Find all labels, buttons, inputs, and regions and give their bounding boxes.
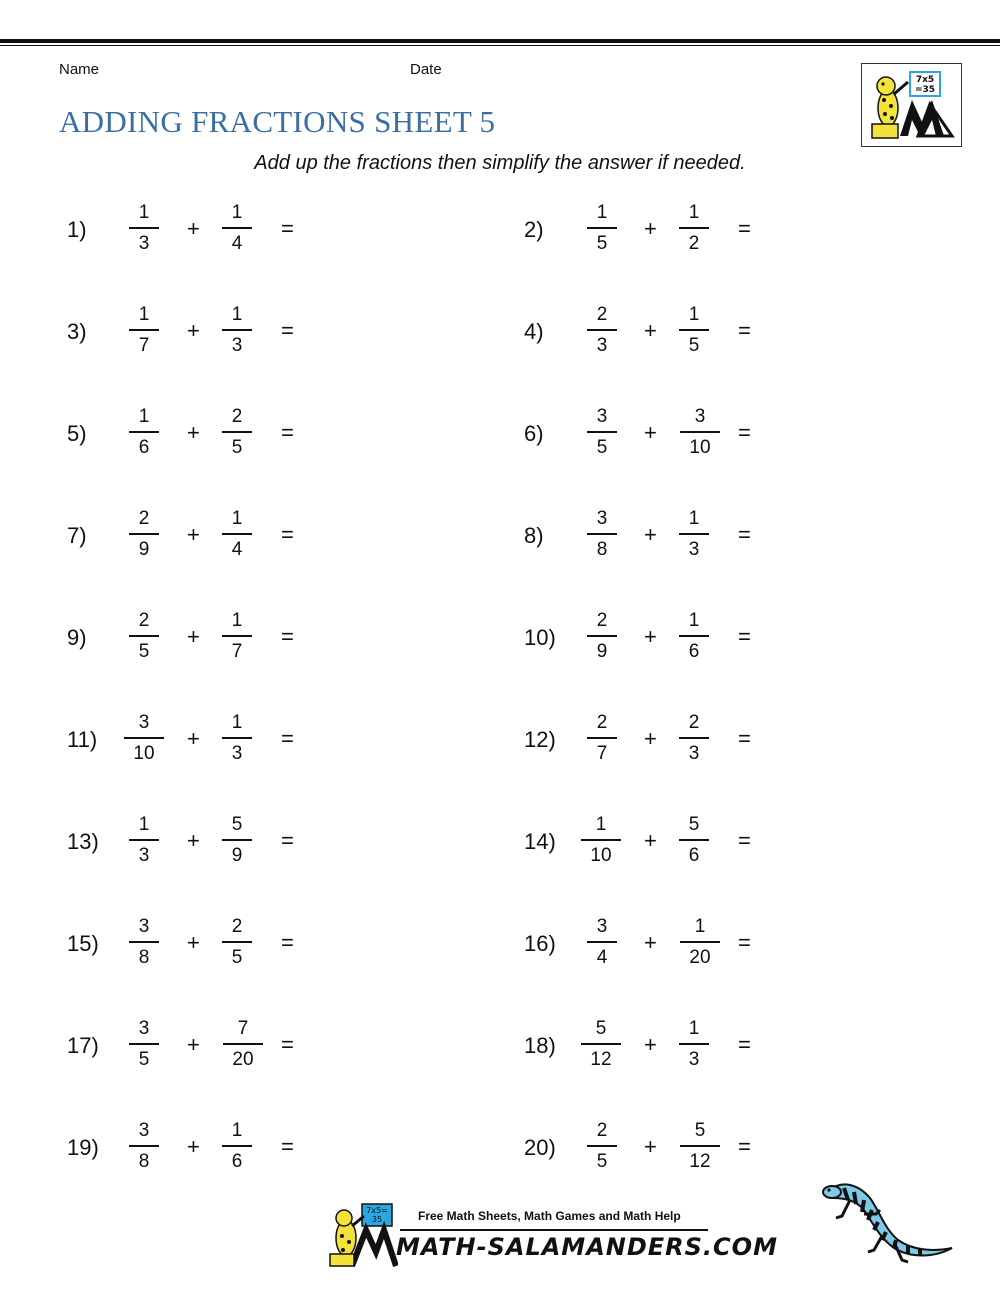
denominator: 8 bbox=[596, 539, 608, 560]
fraction-bar bbox=[222, 227, 252, 229]
problem-number: 11) bbox=[67, 727, 98, 752]
fraction bbox=[129, 609, 159, 664]
fraction bbox=[679, 1017, 709, 1072]
problem-18 bbox=[524, 1017, 784, 1077]
salamander-mascot-icon bbox=[820, 1170, 955, 1265]
equals-sign: = bbox=[738, 216, 751, 241]
denominator: 5 bbox=[688, 335, 700, 356]
plus-sign: + bbox=[644, 828, 657, 853]
plus-sign: + bbox=[644, 624, 657, 649]
equals-sign: = bbox=[281, 522, 294, 547]
numerator: 1 bbox=[138, 406, 150, 427]
plus-sign: + bbox=[187, 828, 200, 853]
denominator: 9 bbox=[596, 641, 608, 662]
denominator: 7 bbox=[231, 641, 243, 662]
fraction bbox=[129, 201, 159, 256]
numerator: 1 bbox=[688, 610, 700, 631]
problem-20 bbox=[524, 1119, 784, 1179]
denominator: 20 bbox=[689, 947, 711, 968]
problem-number: 10) bbox=[524, 625, 556, 650]
denominator: 3 bbox=[138, 233, 150, 254]
fraction bbox=[679, 711, 709, 766]
equals-sign: = bbox=[738, 1134, 751, 1159]
fraction bbox=[587, 609, 617, 664]
fraction bbox=[223, 1017, 263, 1072]
plus-sign: + bbox=[644, 216, 657, 241]
numerator: 1 bbox=[694, 916, 706, 937]
name-label: Name bbox=[59, 61, 100, 78]
fraction-bar bbox=[587, 635, 617, 637]
problem-13 bbox=[67, 813, 327, 873]
fraction bbox=[679, 813, 709, 868]
numerator: 5 bbox=[694, 1120, 706, 1141]
numerator: 2 bbox=[138, 508, 150, 529]
fraction bbox=[222, 201, 252, 256]
denominator: 5 bbox=[596, 1151, 608, 1172]
fraction-bar bbox=[129, 635, 159, 637]
fraction-bar bbox=[680, 431, 720, 433]
denominator: 9 bbox=[231, 845, 243, 866]
numerator: 1 bbox=[231, 712, 243, 733]
header-rule-thin bbox=[0, 45, 1000, 46]
fraction bbox=[680, 405, 720, 460]
problem-17 bbox=[67, 1017, 327, 1077]
fraction-bar bbox=[587, 1145, 617, 1147]
problem-14 bbox=[524, 813, 784, 873]
equals-sign: = bbox=[281, 624, 294, 649]
fraction bbox=[124, 711, 164, 766]
problem-number: 14) bbox=[524, 829, 556, 854]
denominator: 5 bbox=[231, 437, 243, 458]
fraction-bar bbox=[222, 737, 252, 739]
denominator: 6 bbox=[138, 437, 150, 458]
fraction-bar bbox=[679, 329, 709, 331]
denominator: 7 bbox=[138, 335, 150, 356]
equals-sign: = bbox=[281, 726, 294, 751]
footer-salamander-logo-icon bbox=[326, 1202, 398, 1268]
equals-sign: = bbox=[738, 624, 751, 649]
problem-2 bbox=[524, 201, 784, 261]
fraction bbox=[587, 1119, 617, 1174]
problem-number: 1) bbox=[67, 217, 87, 242]
equals-sign: = bbox=[738, 318, 751, 343]
equals-sign: = bbox=[738, 522, 751, 547]
header-logo bbox=[861, 63, 962, 147]
plus-sign: + bbox=[644, 318, 657, 343]
denominator: 5 bbox=[596, 233, 608, 254]
denominator: 3 bbox=[596, 335, 608, 356]
fraction-bar bbox=[129, 1145, 159, 1147]
fraction bbox=[680, 1119, 720, 1174]
plus-sign: + bbox=[187, 1032, 200, 1057]
equals-sign: = bbox=[738, 1032, 751, 1057]
equals-sign: = bbox=[281, 930, 294, 955]
fraction-bar bbox=[222, 431, 252, 433]
problem-3 bbox=[67, 303, 327, 363]
instructions: Add up the fractions then simplify the answer if needed. bbox=[254, 152, 746, 174]
numerator: 7 bbox=[237, 1018, 249, 1039]
salamander-logo-icon bbox=[862, 64, 963, 148]
numerator: 1 bbox=[231, 508, 243, 529]
plus-sign: + bbox=[644, 522, 657, 547]
header-rule-thick bbox=[0, 39, 1000, 43]
fraction-bar bbox=[679, 635, 709, 637]
plus-sign: + bbox=[644, 420, 657, 445]
fraction bbox=[129, 1119, 159, 1174]
equals-sign: = bbox=[281, 1134, 294, 1159]
fraction bbox=[587, 201, 617, 256]
problem-11 bbox=[67, 711, 327, 771]
numerator: 1 bbox=[688, 508, 700, 529]
fraction bbox=[587, 303, 617, 358]
fraction bbox=[680, 915, 720, 970]
denominator: 5 bbox=[138, 641, 150, 662]
numerator: 3 bbox=[596, 916, 608, 937]
fraction-bar bbox=[587, 227, 617, 229]
plus-sign: + bbox=[644, 1134, 657, 1159]
numerator: 1 bbox=[596, 202, 608, 223]
numerator: 2 bbox=[596, 1120, 608, 1141]
equals-sign: = bbox=[281, 420, 294, 445]
denominator: 4 bbox=[231, 233, 243, 254]
problem-10 bbox=[524, 609, 784, 669]
fraction bbox=[222, 303, 252, 358]
fraction bbox=[587, 915, 617, 970]
denominator: 20 bbox=[232, 1049, 254, 1070]
problem-number: 4) bbox=[524, 319, 544, 344]
numerator: 1 bbox=[138, 814, 150, 835]
numerator: 3 bbox=[138, 1018, 150, 1039]
numerator: 3 bbox=[596, 508, 608, 529]
denominator: 10 bbox=[133, 743, 155, 764]
footer-board-line2: 35 bbox=[371, 1215, 383, 1224]
numerator: 1 bbox=[688, 304, 700, 325]
numerator: 3 bbox=[138, 1120, 150, 1141]
fraction bbox=[222, 711, 252, 766]
plus-sign: + bbox=[187, 726, 200, 751]
equals-sign: = bbox=[738, 726, 751, 751]
numerator: 3 bbox=[138, 916, 150, 937]
problem-number: 7) bbox=[67, 523, 87, 548]
problem-number: 17) bbox=[67, 1033, 99, 1058]
numerator: 2 bbox=[688, 712, 700, 733]
numerator: 1 bbox=[231, 202, 243, 223]
equals-sign: = bbox=[281, 216, 294, 241]
fraction-bar bbox=[587, 941, 617, 943]
problem-number: 5) bbox=[67, 421, 87, 446]
plus-sign: + bbox=[187, 216, 200, 241]
problem-4 bbox=[524, 303, 784, 363]
equals-sign: = bbox=[281, 318, 294, 343]
fraction-bar bbox=[679, 1043, 709, 1045]
fraction bbox=[129, 405, 159, 460]
problem-number: 19) bbox=[67, 1135, 99, 1160]
problem-number: 9) bbox=[67, 625, 87, 650]
denominator: 8 bbox=[138, 947, 150, 968]
equals-sign: = bbox=[738, 828, 751, 853]
fraction-bar bbox=[129, 1043, 159, 1045]
fraction-bar bbox=[222, 1145, 252, 1147]
numerator: 2 bbox=[231, 916, 243, 937]
fraction-bar bbox=[587, 329, 617, 331]
page-title: ADDING FRACTIONS SHEET 5 bbox=[59, 104, 496, 139]
fraction-bar bbox=[587, 533, 617, 535]
footer-brand: MATH-SALAMANDERS.COM bbox=[396, 1233, 778, 1261]
problem-number: 6) bbox=[524, 421, 544, 446]
fraction-bar bbox=[124, 737, 164, 739]
fraction-bar bbox=[129, 329, 159, 331]
denominator: 6 bbox=[688, 845, 700, 866]
equals-sign: = bbox=[281, 828, 294, 853]
denominator: 2 bbox=[688, 233, 700, 254]
denominator: 12 bbox=[689, 1151, 711, 1172]
numerator: 2 bbox=[231, 406, 243, 427]
fraction-bar bbox=[129, 431, 159, 433]
plus-sign: + bbox=[644, 1032, 657, 1057]
footer-tagline: Free Math Sheets, Math Games and Math Help bbox=[418, 1209, 681, 1223]
problem-number: 18) bbox=[524, 1033, 556, 1058]
equals-sign: = bbox=[738, 930, 751, 955]
problem-15 bbox=[67, 915, 327, 975]
numerator: 1 bbox=[688, 202, 700, 223]
fraction-bar bbox=[587, 737, 617, 739]
numerator: 5 bbox=[595, 1018, 607, 1039]
fraction bbox=[129, 915, 159, 970]
fraction-bar bbox=[223, 1043, 263, 1045]
numerator: 3 bbox=[138, 712, 150, 733]
denominator: 6 bbox=[688, 641, 700, 662]
fraction bbox=[222, 915, 252, 970]
denominator: 5 bbox=[138, 1049, 150, 1070]
footer-brand-divider bbox=[400, 1229, 708, 1231]
plus-sign: + bbox=[644, 930, 657, 955]
fraction bbox=[679, 609, 709, 664]
numerator: 1 bbox=[688, 1018, 700, 1039]
fraction bbox=[129, 303, 159, 358]
fraction-bar bbox=[222, 329, 252, 331]
logo-board-line1: 7x5 bbox=[915, 75, 935, 85]
fraction bbox=[587, 507, 617, 562]
fraction bbox=[222, 507, 252, 562]
problem-number: 3) bbox=[67, 319, 87, 344]
fraction bbox=[679, 507, 709, 562]
denominator: 5 bbox=[596, 437, 608, 458]
fraction-bar bbox=[222, 941, 252, 943]
denominator: 3 bbox=[231, 335, 243, 356]
numerator: 1 bbox=[138, 304, 150, 325]
numerator: 1 bbox=[231, 1120, 243, 1141]
fraction-bar bbox=[581, 1043, 621, 1045]
numerator: 1 bbox=[231, 304, 243, 325]
fraction bbox=[222, 1119, 252, 1174]
fraction-bar bbox=[680, 941, 720, 943]
fraction-bar bbox=[222, 839, 252, 841]
problem-16 bbox=[524, 915, 784, 975]
footer-board-line1: 7x5= bbox=[366, 1206, 388, 1215]
problem-6 bbox=[524, 405, 784, 465]
numerator: 2 bbox=[596, 304, 608, 325]
problem-number: 13) bbox=[67, 829, 99, 854]
problem-number: 2) bbox=[524, 217, 544, 242]
numerator: 2 bbox=[596, 610, 608, 631]
fraction-bar bbox=[581, 839, 621, 841]
fraction bbox=[587, 405, 617, 460]
plus-sign: + bbox=[187, 420, 200, 445]
fraction bbox=[129, 813, 159, 868]
plus-sign: + bbox=[187, 318, 200, 343]
fraction-bar bbox=[129, 839, 159, 841]
denominator: 3 bbox=[138, 845, 150, 866]
numerator: 2 bbox=[138, 610, 150, 631]
problem-number: 16) bbox=[524, 931, 556, 956]
plus-sign: + bbox=[187, 1134, 200, 1159]
fraction bbox=[679, 303, 709, 358]
fraction-bar bbox=[129, 533, 159, 535]
fraction bbox=[581, 813, 621, 868]
fraction bbox=[129, 507, 159, 562]
fraction-bar bbox=[679, 533, 709, 535]
plus-sign: + bbox=[644, 726, 657, 751]
equals-sign: = bbox=[281, 1032, 294, 1057]
problem-5 bbox=[67, 405, 327, 465]
denominator: 3 bbox=[231, 743, 243, 764]
fraction bbox=[587, 711, 617, 766]
problem-8 bbox=[524, 507, 784, 567]
denominator: 5 bbox=[231, 947, 243, 968]
fraction-bar bbox=[587, 431, 617, 433]
problem-12 bbox=[524, 711, 784, 771]
denominator: 7 bbox=[596, 743, 608, 764]
denominator: 10 bbox=[689, 437, 711, 458]
problem-number: 20) bbox=[524, 1135, 556, 1160]
fraction-bar bbox=[222, 533, 252, 535]
problem-7 bbox=[67, 507, 327, 567]
problem-9 bbox=[67, 609, 327, 669]
fraction bbox=[581, 1017, 621, 1072]
numerator: 2 bbox=[596, 712, 608, 733]
logo-board-line2: =35 bbox=[914, 85, 936, 95]
fraction bbox=[679, 201, 709, 256]
numerator: 1 bbox=[595, 814, 607, 835]
fraction-bar bbox=[129, 941, 159, 943]
denominator: 9 bbox=[138, 539, 150, 560]
denominator: 10 bbox=[590, 845, 612, 866]
fraction-bar bbox=[679, 839, 709, 841]
numerator: 3 bbox=[694, 406, 706, 427]
numerator: 1 bbox=[231, 610, 243, 631]
plus-sign: + bbox=[187, 522, 200, 547]
denominator: 6 bbox=[231, 1151, 243, 1172]
fraction-bar bbox=[679, 227, 709, 229]
equals-sign: = bbox=[738, 420, 751, 445]
fraction-bar bbox=[680, 1145, 720, 1147]
fraction bbox=[129, 1017, 159, 1072]
denominator: 4 bbox=[231, 539, 243, 560]
problem-number: 15) bbox=[67, 931, 99, 956]
date-label: Date bbox=[410, 61, 442, 78]
denominator: 4 bbox=[596, 947, 608, 968]
fraction bbox=[222, 609, 252, 664]
denominator: 3 bbox=[688, 743, 700, 764]
denominator: 3 bbox=[688, 1049, 700, 1070]
numerator: 5 bbox=[688, 814, 700, 835]
fraction bbox=[222, 813, 252, 868]
numerator: 1 bbox=[138, 202, 150, 223]
fraction-bar bbox=[222, 635, 252, 637]
problem-number: 12) bbox=[524, 727, 556, 752]
plus-sign: + bbox=[187, 624, 200, 649]
fraction bbox=[222, 405, 252, 460]
fraction-bar bbox=[129, 227, 159, 229]
denominator: 12 bbox=[590, 1049, 612, 1070]
numerator: 3 bbox=[596, 406, 608, 427]
plus-sign: + bbox=[187, 930, 200, 955]
problem-19 bbox=[67, 1119, 327, 1179]
denominator: 3 bbox=[688, 539, 700, 560]
numerator: 5 bbox=[231, 814, 243, 835]
denominator: 8 bbox=[138, 1151, 150, 1172]
fraction-bar bbox=[679, 737, 709, 739]
problem-1 bbox=[67, 201, 327, 261]
problem-number: 8) bbox=[524, 523, 544, 548]
